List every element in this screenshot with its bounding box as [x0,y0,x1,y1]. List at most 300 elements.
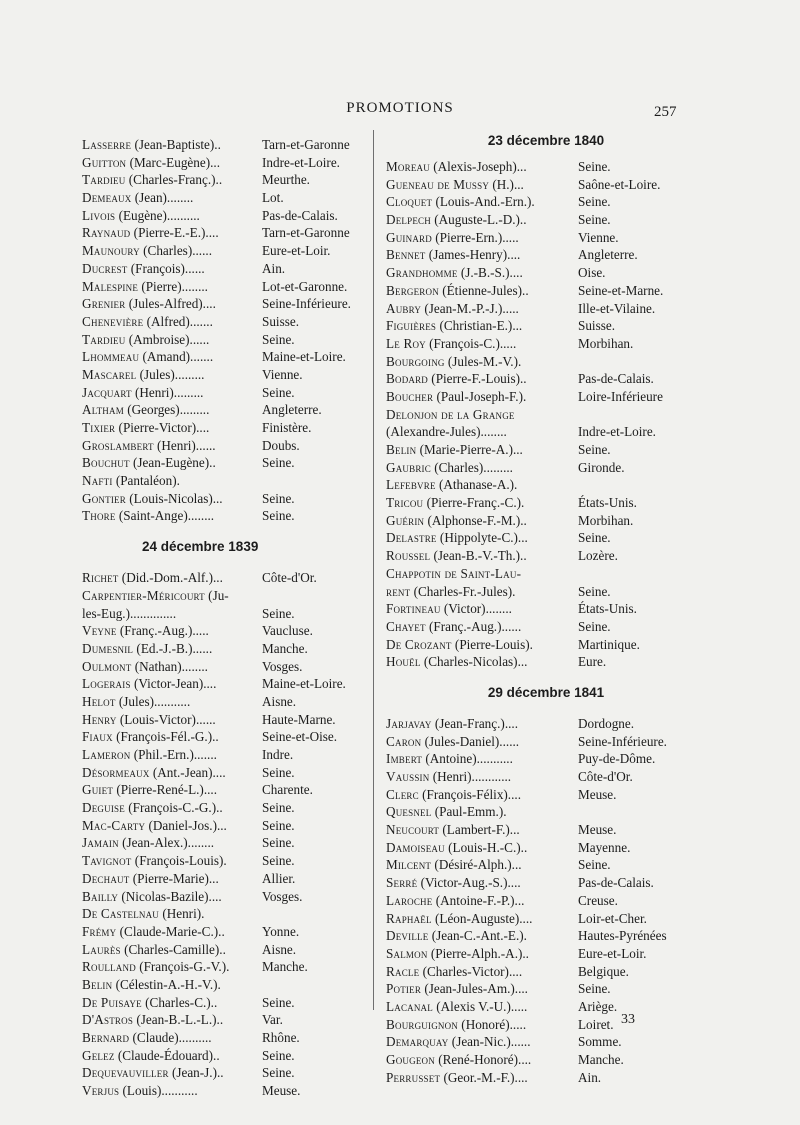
entry-surname: Tardieu [82,172,126,188]
entry-place: Seine. [578,212,611,228]
entry-name [82,870,262,888]
entry-given-names: (Geor.-M.-F.).... [440,1069,528,1085]
entry-surname: Gueneau de Mussy [386,176,490,192]
entry-name [386,1033,578,1051]
entry-place: Ille-et-Vilaine. [578,300,656,316]
list-item [386,282,706,300]
entry-surname: Carpentier-Méricourt [82,587,205,603]
list-item [82,1029,367,1047]
entry-given-names: (Jules-Alfred).... [125,296,216,312]
entry-surname: Potier [386,981,422,997]
entry-name [386,353,578,371]
entry-given-names: (Jean-Nic.)...... [448,1034,531,1050]
entry-surname: Tavignot [82,853,132,869]
entry-surname: Mascarel [82,366,137,382]
list-item [82,746,367,764]
entry-surname: Gelez [82,1047,115,1063]
entry-given-names: (Jean)........ [131,190,194,206]
entry-name [386,892,578,910]
left-section-1-list [82,136,367,525]
entry-name [82,852,262,870]
list-item [386,803,706,821]
list-item [82,207,367,225]
entry-name [82,348,262,366]
entry-place: Saône-et-Loire. [578,176,661,192]
entry-surname: Belin [82,976,113,992]
entry-surname: Helot [82,693,116,709]
list-item [82,888,367,906]
entry-surname: Dequevauviller [82,1065,169,1081]
entry-name [82,437,262,455]
entry-place: Somme. [578,1034,622,1050]
entry-name [82,207,262,225]
entry-place: Dordogne. [578,715,635,731]
entry-surname: Tardieu [82,331,126,347]
list-item [82,260,367,278]
entry-name [82,472,262,490]
entry-name [386,193,578,211]
entry-place: Manche. [262,959,308,975]
list-item [386,459,706,477]
list-item [82,224,367,242]
entry-place: Seine. [262,508,295,524]
entry-surname: Grandhomme [386,265,458,281]
entry-place: États-Unis. [578,495,637,511]
entry-place [262,587,367,605]
list-item [82,242,367,260]
entry-given-names: (Daniel-Jos.)... [145,817,227,833]
entry-surname: Laurès [82,941,121,957]
entry-name [82,781,262,799]
entry-given-names: (Louis-Victor)...... [116,711,216,727]
entry-surname: Nafti [82,473,113,489]
entry-surname: Oulmont [82,658,132,674]
entry-surname: Bennet [386,247,426,263]
list-item [386,856,706,874]
entry-place: Suisse. [578,318,616,334]
entry-name [82,1082,262,1100]
entry-name [386,264,578,282]
entry-name [82,189,262,207]
list-item [82,781,367,799]
entry-name [82,728,262,746]
entry-place [262,472,367,490]
entry-given-names: (Athanase-A.). [435,477,518,493]
entry-name [82,587,262,605]
entry-name [82,171,262,189]
entry-place: Angleterre. [578,247,638,263]
list-item [82,189,367,207]
list-item [386,998,706,1016]
entry-given-names: (Ambroise)...... [125,331,210,347]
entry-surname: Clerc [386,786,419,802]
list-item [386,300,706,318]
entry-given-names: (Alfred)....... [143,313,213,329]
list-item [386,1033,706,1051]
list-item [386,353,706,371]
entry-name [386,529,578,547]
signature-number: 33 [621,1012,635,1027]
entry-surname: Ducrest [82,260,128,276]
entry-surname: Lefebvre [386,477,436,493]
entry-name [82,224,262,242]
entry-place: Creuse. [578,892,618,908]
entry-name [82,905,262,923]
entry-name [386,653,578,671]
entry-place: Meurthe. [262,172,310,188]
entry-given-names: (Jean-M.-P.-J.)..... [421,300,519,316]
entry-place: Lot-et-Garonne. [262,278,348,294]
entry-surname: Roulland [82,959,136,975]
entry-name [82,799,262,817]
entry-given-names: (Victor)........ [440,601,512,617]
entry-place: Hautes-Pyrénées [578,928,667,944]
list-item [82,331,367,349]
entry-surname: Bergeron [386,282,439,298]
entry-surname: Demeaux [82,190,132,206]
entry-surname: Roussel [386,548,431,564]
entry-given-names: (H.)... [489,176,524,192]
entry-name [82,1047,262,1065]
entry-surname: Milcent [386,857,432,873]
list-item [386,821,706,839]
entry-given-names: les-Eug.).............. [82,605,177,621]
list-item [82,994,367,1012]
entry-given-names: (Jean-Franç.).... [431,715,519,731]
entry-surname: Raphaël [386,910,432,926]
entry-surname: Grenier [82,296,126,312]
entry-name [82,817,262,835]
list-item [386,910,706,928]
entry-surname: rent [386,583,411,599]
list-item [82,454,367,472]
entry-place: Eure-et-Loir. [578,945,647,961]
entry-given-names: (Franç.-Aug.)..... [116,623,209,639]
entry-given-names: (Jean-Alex.)........ [118,835,215,851]
entry-name [386,927,578,945]
entry-place: Seine. [578,618,611,634]
list-item [386,750,706,768]
entry-surname: Jarjavay [386,715,432,731]
entry-place: Yonne. [262,923,300,939]
entry-place [578,406,706,424]
entry-name [82,658,262,676]
entry-place [578,803,706,821]
entry-surname: Salmon [386,945,428,961]
entry-place: Eure. [578,654,607,670]
entry-surname: Mac-Carty [82,817,146,833]
entry-given-names: (François-Félix).... [418,786,521,802]
entry-surname: Damoiseau [386,839,445,855]
list-item [82,640,367,658]
entry-given-names: (François-Fél.-G.).. [112,729,219,745]
entry-name [386,370,578,388]
entry-surname: Boucher [386,388,434,404]
entry-name [386,839,578,857]
entry-given-names: (Louis-Nicolas)... [125,490,223,506]
entry-name [82,384,262,402]
entry-given-names: (Franç.-Aug.)...... [425,618,522,634]
entry-given-names: (Pierre-Louis). [451,636,533,652]
entry-name [82,366,262,384]
entry-place: Côte-d'Or. [262,570,317,586]
entry-place: Seine. [578,857,611,873]
list-item [82,675,367,693]
entry-surname: D'Astros [82,1012,134,1028]
entry-name [82,994,262,1012]
entry-name [82,958,262,976]
entry-given-names: (Ju- [204,587,229,603]
entry-name [386,423,578,441]
entry-name [386,874,578,892]
entry-place: Maine-et-Loire. [262,349,346,365]
entry-given-names: (Étienne-Jules).. [438,282,529,298]
list-item [386,963,706,981]
entry-place: Seine. [578,194,611,210]
list-item [386,211,706,229]
entry-place: Indre-et-Loire. [262,154,340,170]
list-item [82,728,367,746]
list-item [386,193,706,211]
entry-given-names: (Jean-Jules-Am.).... [421,981,528,997]
list-item [82,401,367,419]
list-item [82,384,367,402]
entry-surname: Caron [386,733,422,749]
entry-surname: Thore [82,508,116,524]
entry-place: Seine. [262,331,295,347]
entry-surname: Bernard [82,1030,130,1045]
entry-name [82,923,262,941]
entry-name [82,242,262,260]
entry-name [82,331,262,349]
list-item [386,441,706,459]
entry-place: Seine. [262,1065,295,1081]
entry-name [386,459,578,477]
entry-name [82,260,262,278]
list-item [82,419,367,437]
entry-name [82,313,262,331]
entry-place: Belgique. [578,963,629,979]
entry-place: Seine. [578,442,611,457]
list-item [386,768,706,786]
entry-given-names: (Pierre-René-L.).... [113,782,218,798]
list-item [386,370,706,388]
list-item [82,569,367,587]
entry-surname: Lasserre [82,137,132,152]
entry-given-names: (Jules)........... [115,693,191,709]
entry-given-names: (Jules-Daniel)...... [421,733,520,749]
entry-place: Seine. [262,605,295,621]
entry-given-names: (Eugène).......... [115,207,200,223]
entry-place: Suisse. [262,313,300,329]
list-item [82,472,367,490]
list-item [82,278,367,296]
list-item [386,547,706,565]
entry-given-names: (François-C.-G.).. [124,800,223,816]
list-item [82,958,367,976]
entry-given-names: (Pierre-E.-E.).... [130,225,219,241]
entry-place: Meuse. [578,786,617,802]
entry-name [82,640,262,658]
entry-surname: Gougeon [386,1052,435,1067]
entry-given-names: (Pantaléon). [112,473,180,489]
entry-surname: Le Roy [386,335,426,351]
entry-name [386,768,578,786]
entry-name [386,821,578,839]
list-item [82,976,367,994]
entry-name [386,565,578,583]
entry-surname: Raynaud [82,225,131,241]
entry-given-names: (Désiré-Alph.)... [431,857,522,873]
entry-place: Indre. [262,747,294,762]
entry-given-names: (Pierre-Ern.)..... [431,229,519,245]
right-column [386,133,706,1086]
entry-surname: Lameron [82,747,131,762]
entry-given-names: (Ed.-J.-B.)...... [133,640,213,656]
entry-name [82,764,262,782]
list-item [386,583,706,601]
entry-name [386,910,578,928]
entry-surname: Maunoury [82,243,140,259]
entry-place: Manche. [262,640,308,656]
entry-surname: De Puisaye [82,994,142,1010]
entry-surname: Gontier [82,490,126,506]
entry-place: Finistère. [262,420,312,435]
entry-place: Seine. [262,764,295,780]
entry-surname: Demarquay [386,1034,449,1050]
entry-name [386,211,578,229]
section-heading-1839: 24 décembre 1839 [142,539,259,555]
entry-name [386,1016,578,1034]
entry-place: Var. [262,1012,283,1028]
entry-place: Maine-et-Loire. [262,676,346,692]
list-item [386,927,706,945]
list-item [386,158,706,176]
list-item [82,1011,367,1029]
entry-place: Seine. [578,583,611,599]
entry-given-names: (Charles-Camille).. [120,941,226,957]
entry-place [578,353,706,371]
entry-surname: Guinard [386,229,432,245]
entry-surname: Serré [386,875,418,891]
entry-surname: Deville [386,928,429,944]
entry-given-names: (Christian-E.)... [436,318,523,334]
entry-place: Rhône. [262,1030,300,1045]
entry-place: Loire-Inférieure [578,388,663,404]
entry-given-names: (Louis)........... [119,1083,198,1099]
entry-place: Oise. [578,265,606,281]
list-item [82,764,367,782]
entry-given-names: (Alphonse-F.-M.).. [424,512,527,528]
list-item [386,1051,706,1069]
entry-name [82,941,262,959]
entry-surname: Dumesnil [82,640,134,656]
entry-place [262,905,367,923]
entry-given-names: (François-Louis). [131,853,227,869]
entry-name [386,476,578,494]
entry-name [82,154,262,172]
entry-surname: Chenevière [82,313,144,329]
list-item [386,565,706,583]
list-item [82,1082,367,1100]
entry-place: Seine. [262,994,295,1010]
entry-name [82,976,262,994]
list-item [82,605,367,623]
entry-place: Seine-et-Oise. [262,729,338,745]
list-item [386,1069,706,1087]
entry-surname: De Castelnau [82,906,160,922]
entry-given-names: (Hippolyte-C.)... [436,530,528,546]
list-item [82,136,367,154]
entry-surname: Bourguignon [386,1016,458,1032]
entry-place: Vienne. [578,229,619,245]
entry-place: Seine. [578,530,611,546]
entry-place: Vaucluse. [262,623,313,639]
entry-place: Seine. [262,817,295,833]
entry-name [82,675,262,693]
list-item [82,817,367,835]
entry-name [82,1011,262,1029]
entry-place: Meuse. [578,822,617,838]
list-item [386,874,706,892]
list-item [82,490,367,508]
left-column [82,136,367,1100]
entry-given-names: (Charles-Fr.-Jules). [410,583,516,599]
entry-name [386,1069,578,1087]
entry-name [386,715,578,733]
list-item [386,406,706,424]
entry-given-names: (Pierre-Marie)... [129,870,219,886]
entry-given-names: (Paul-Emm.). [431,804,507,820]
entry-name [386,335,578,353]
entry-name [386,963,578,981]
entry-place: Ain. [578,1069,602,1085]
entry-name [386,1051,578,1069]
list-item [82,923,367,941]
list-item [82,1047,367,1065]
list-item [82,1064,367,1082]
entry-name [82,490,262,508]
entry-place [578,565,706,583]
entry-given-names: (Claude).......... [129,1030,212,1045]
entry-place: Pas-de-Calais. [262,207,338,223]
list-item [386,264,706,282]
section-heading-1841: 29 décembre 1841 [487,684,605,700]
entry-name [82,419,262,437]
entry-name [386,547,578,565]
entry-place: Lot. [262,190,284,206]
entry-name [82,1064,262,1082]
entry-given-names: (Marc-Eugène)... [126,154,220,170]
entry-place: Haute-Marne. [262,711,336,727]
entry-name [82,746,262,764]
list-item [386,176,706,194]
entry-given-names: (Jean-Baptiste).. [131,137,221,152]
entry-surname: Guitton [82,154,127,170]
list-item [386,653,706,671]
entry-given-names: (Charles)......... [430,459,513,475]
entry-place: Seine. [262,384,295,400]
list-item [82,622,367,640]
entry-given-names: (Antoine-F.-P.)... [432,892,525,908]
entry-surname: Chayet [386,618,426,634]
entry-given-names: (Victor-Jean).... [130,676,217,692]
entry-given-names: (Henri). [159,906,205,922]
entry-name [386,750,578,768]
entry-surname: Bailly [82,888,119,904]
entry-given-names: (Alexandre-Jules)........ [386,424,507,440]
entry-surname: Aubry [386,300,422,316]
